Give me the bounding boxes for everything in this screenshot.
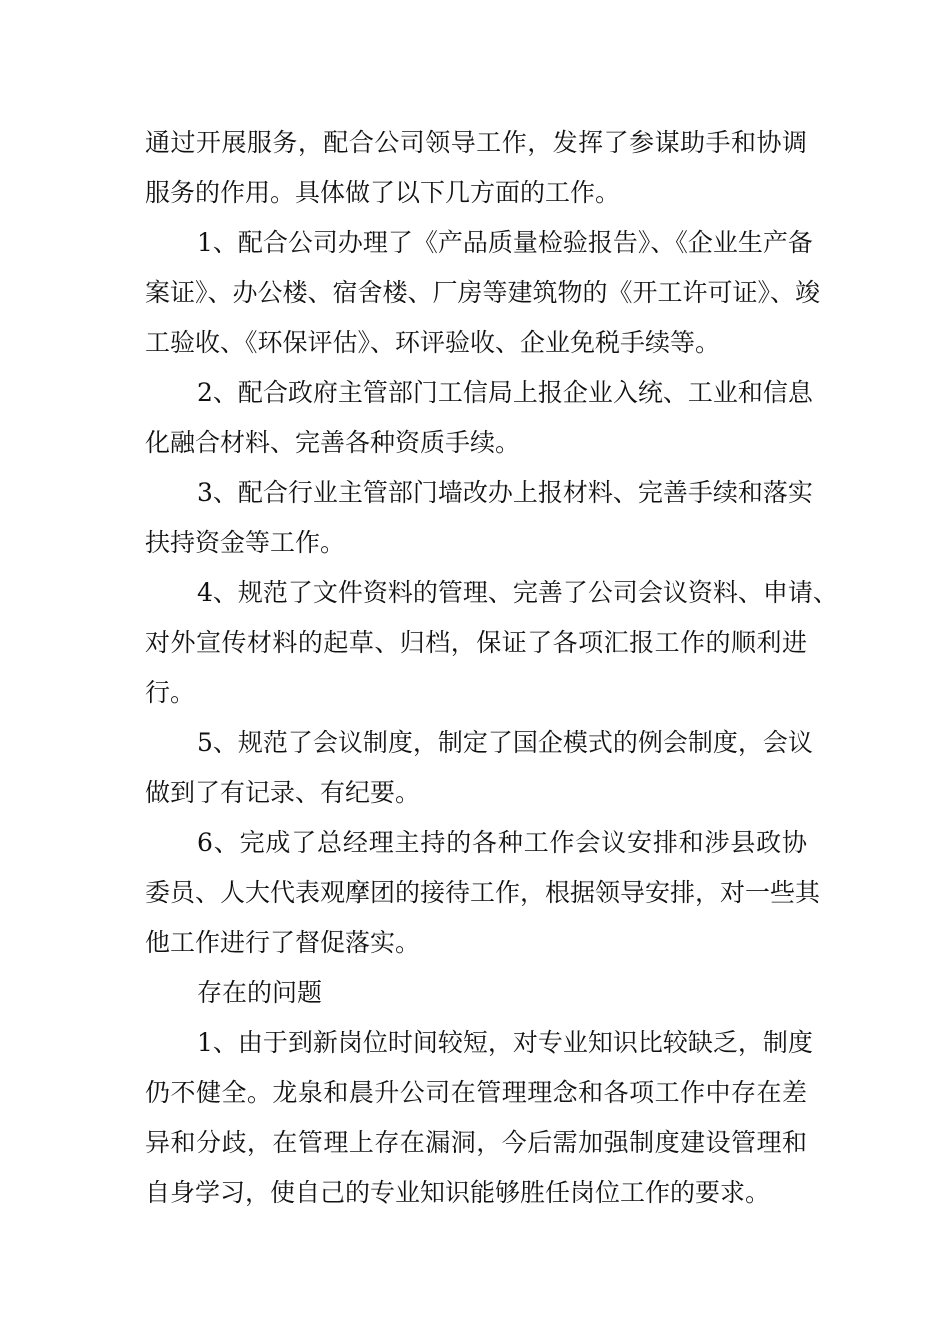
text-line: 自身学习，使自己的专业知识能够胜任岗位工作的要求。 xyxy=(145,1178,771,1207)
text-line: 4、规范了文件资料的管理、完善了公司会议资料、申请、 xyxy=(197,578,838,607)
intro-paragraph xyxy=(145,118,807,218)
text-line: 服务的作用。具体做了以下几方面的工作。 xyxy=(145,178,621,207)
text-line: 6、完成了总经理主持的各种工作会议安排和涉县政协 xyxy=(197,828,807,857)
work-item-4 xyxy=(145,568,838,718)
text-line: 异和分歧，在管理上存在漏洞，今后需加强制度建设管理和 xyxy=(145,1128,807,1157)
problem-item-1 xyxy=(145,1018,813,1218)
text-line: 做到了有记录、有纪要。 xyxy=(145,778,421,807)
text-line: 2、配合政府主管部门工信局上报企业入统、工业和信息 xyxy=(197,378,813,407)
work-item-3 xyxy=(145,468,813,568)
text-line: 1、配合公司办理了《产品质量检验报告》、《企业生产备 xyxy=(197,228,813,257)
work-item-1 xyxy=(145,218,821,368)
text-line: 化融合材料、完善各种资质手续。 xyxy=(145,428,521,457)
text-line: 委员、人大代表观摩团的接待工作，根据领导安排，对一些其 xyxy=(145,878,821,907)
text-line: 他工作进行了督促落实。 xyxy=(145,928,421,957)
text-line: 1、由于到新岗位时间较短，对专业知识比较缺乏，制度 xyxy=(197,1028,813,1057)
work-item-5 xyxy=(145,718,813,818)
document-page xyxy=(145,118,838,1218)
text-line: 行。 xyxy=(145,678,196,707)
text-line: 通过开展服务，配合公司领导工作，发挥了参谋助手和协调 xyxy=(145,128,807,157)
text-line: 案证》、办公楼、宿舍楼、厂房等建筑物的《开工许可证》、竣 xyxy=(145,278,821,307)
text-line: 5、规范了会议制度，制定了国企模式的例会制度，会议 xyxy=(197,728,813,757)
text-line: 仍不健全。龙泉和晨升公司在管理理念和各项工作中存在差 xyxy=(145,1078,807,1107)
work-item-2 xyxy=(145,368,813,468)
text-line: 3、配合行业主管部门墙改办上报材料、完善手续和落实 xyxy=(197,478,813,507)
section-heading-problems: 存在的问题 xyxy=(197,978,323,1007)
text-line: 对外宣传材料的起草、归档，保证了各项汇报工作的顺利进 xyxy=(145,628,807,657)
work-item-6 xyxy=(145,818,821,968)
text-line: 扶持资金等工作。 xyxy=(145,528,346,557)
text-line: 工验收、《环保评估》、环评验收、企业免税手续等。 xyxy=(145,328,721,357)
